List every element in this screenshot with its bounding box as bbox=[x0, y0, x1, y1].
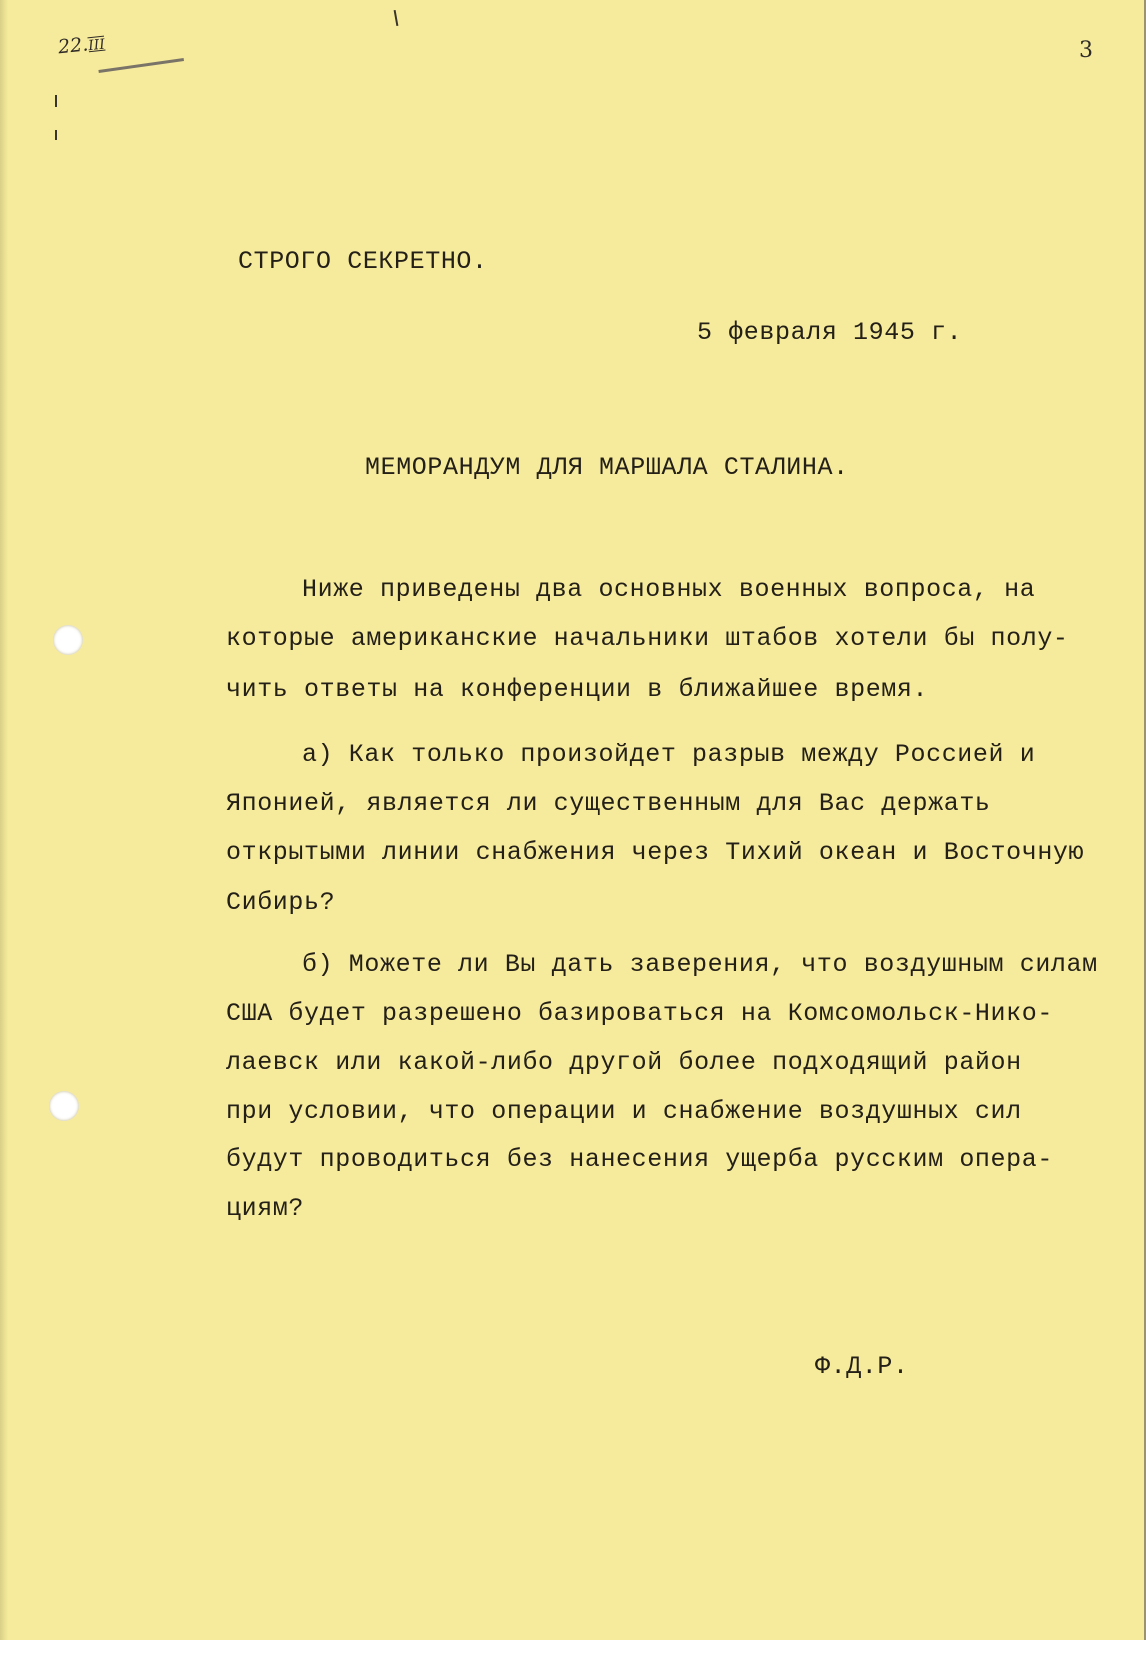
margin-dash-2 bbox=[55, 130, 57, 140]
question-b-line: США будет разрешено базироваться на Комсомольск-Нико- bbox=[226, 999, 1053, 1028]
punch-hole-bottom bbox=[49, 1091, 79, 1121]
crossed-out-mark bbox=[97, 46, 186, 82]
question-a-line: Японией, является ли существенным для Вас держать bbox=[226, 789, 991, 818]
classification-label: СТРОГО СЕКРЕТНО. bbox=[238, 247, 488, 276]
archive-mark bbox=[57, 32, 106, 59]
margin-dash-1 bbox=[55, 95, 57, 107]
page-number: 3 bbox=[1079, 38, 1093, 63]
question-b-line: будут проводиться без нанесения ущерба русским опера- bbox=[226, 1145, 1053, 1174]
question-b-line: б) Можете ли Вы дать заверения, что воздушным силам bbox=[302, 950, 1098, 979]
question-a-line: а) Как только произойдет разрыв между Россией и bbox=[302, 740, 1036, 769]
page-edge-shadow bbox=[0, 0, 8, 1640]
question-b-line: при условии, что операции и снабжение воздушных сил bbox=[226, 1097, 1022, 1126]
intro-line: которые американские начальники штабов хотели бы полу- bbox=[226, 624, 1069, 653]
top-tick-mark bbox=[394, 10, 399, 26]
archive-mark-roman: III bbox=[87, 36, 106, 55]
question-a-line: Сибирь? bbox=[226, 888, 336, 917]
document-date: 5 февраля 1945 г. bbox=[697, 318, 963, 347]
signature: Ф.Д.Р. bbox=[815, 1352, 909, 1381]
question-b-line: циям? bbox=[226, 1194, 305, 1223]
intro-line: Ниже приведены два основных военных вопроса, на bbox=[302, 575, 1036, 604]
punch-hole-top bbox=[53, 625, 83, 655]
intro-line: чить ответы на конференции в ближайшее время. bbox=[226, 675, 929, 704]
question-a-line: открытыми линии снабжения через Тихий океан и Восточную bbox=[226, 838, 1085, 867]
document-title: МЕМОРАНДУМ ДЛЯ МАРШАЛА СТАЛИНА. bbox=[365, 453, 849, 482]
archive-mark-number: 22. bbox=[56, 33, 90, 59]
question-b-line: лаевск или какой-либо другой более подходящий район bbox=[226, 1048, 1022, 1077]
